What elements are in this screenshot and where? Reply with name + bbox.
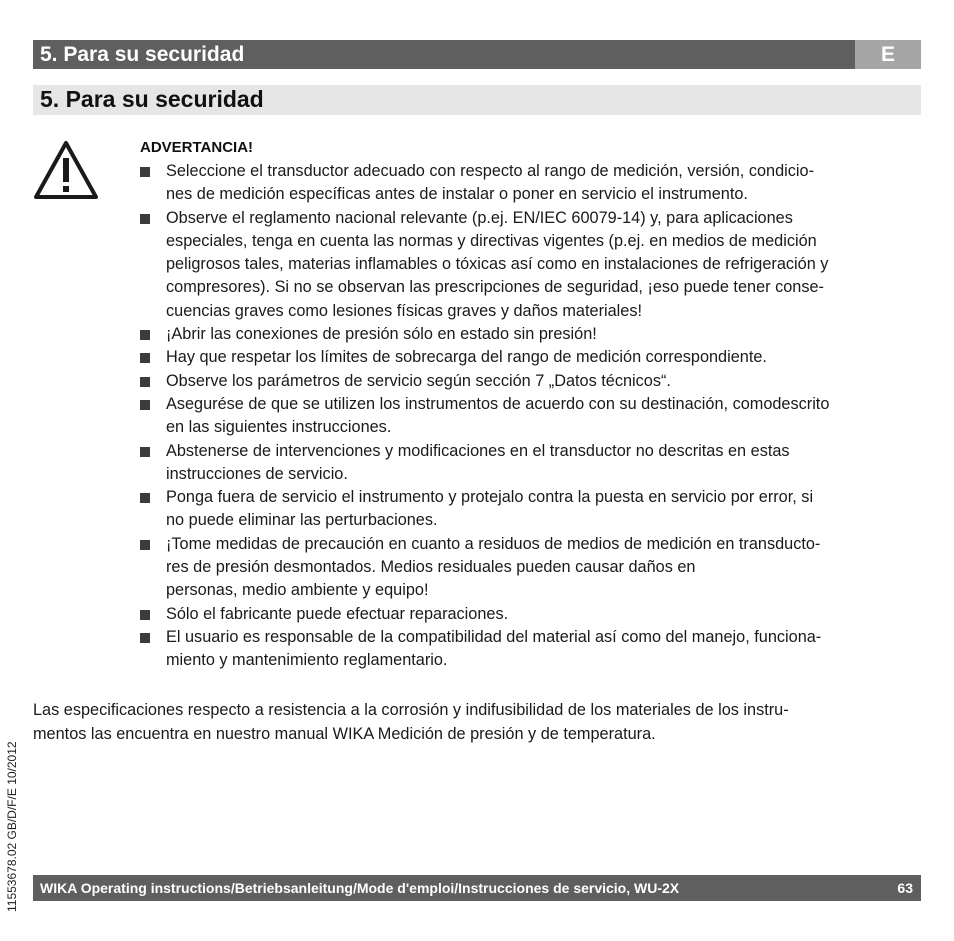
square-bullet-icon (140, 400, 150, 410)
text-line: especiales, tenga en cuenta las normas y directivas vigentes (p.ej. en medios de medición (166, 231, 817, 250)
warning-list-item (140, 160, 925, 207)
page-footer-bar (33, 875, 921, 901)
text-line: nes de medición específicas antes de instalar o poner en servicio el instrumento. (166, 185, 748, 204)
warning-list-item (140, 370, 925, 393)
square-bullet-icon (140, 447, 150, 457)
warning-list-item (140, 486, 925, 533)
text-line: Observe el reglamento nacional relevante (p.ej. EN/IEC 60079-14) y, para aplicaciones (166, 208, 793, 227)
warning-list-item (140, 626, 925, 673)
square-bullet-icon (140, 540, 150, 550)
warning-list-item (140, 323, 925, 346)
text-line: Asegurése de que se utilizen los instrumentos de acuerdo con su destinación, comodescrito (166, 394, 830, 413)
text-line: Sólo el fabricante puede efectuar reparaciones. (166, 604, 509, 623)
text-line: peligrosos tales, materias inflamables o tóxicas así como en instalaciones de refrigeración y (166, 255, 829, 274)
text-line: no puede eliminar las perturbaciones. (166, 511, 438, 530)
text-line: Ponga fuera de servicio el instrumento y protejalo contra la puesta en servicio por error, si (166, 488, 814, 507)
warning-item-text (166, 488, 813, 529)
warning-item-text (166, 348, 767, 366)
square-bullet-icon (140, 330, 150, 340)
text-line: instrucciones de servicio. (166, 464, 348, 483)
warning-item-text (166, 209, 828, 320)
warning-label: ADVERTANCIA! (140, 139, 254, 156)
square-bullet-icon (140, 377, 150, 387)
warning-item-text (166, 535, 820, 600)
materials-note (33, 698, 903, 746)
text-line: Observe los parámetros de servicio según sección 7 „Datos técnicos“. (166, 371, 671, 390)
warning-list-item (140, 603, 925, 626)
text-line: cuencias graves como lesiones físicas graves y daños materiales! (166, 301, 642, 320)
warning-list-item (140, 533, 925, 603)
section-title: 5. Para su securidad (40, 86, 264, 112)
warning-triangle-icon (33, 140, 99, 200)
warning-list (140, 160, 925, 673)
header-title: 5. Para su securidad (40, 43, 245, 66)
text-line: Las especificaciones respecto a resistencia a la corrosión y indifusibilidad de los materiales de los instru- (33, 701, 789, 719)
warning-item-text (166, 628, 821, 669)
warning-item-text (166, 162, 814, 203)
text-line: Abstenerse de intervenciones y modificaciones en el transductor no descritas en estas (166, 441, 790, 460)
text-line: ¡Abrir las conexiones de presión sólo en estado sin presión! (166, 325, 597, 344)
section-heading-bar (33, 85, 921, 115)
warning-list-item (140, 393, 925, 440)
warning-list-item (140, 207, 925, 323)
text-line: El usuario es responsable de la compatibilidad del material así como del manejo, funciona- (166, 627, 822, 646)
text-line: Hay que respetar los límites de sobrecarga del rango de medición correspondiente. (166, 348, 767, 367)
square-bullet-icon (140, 214, 150, 224)
footer-text: WIKA Operating instructions/Betriebsanleitung/Mode d'emploi/Instrucciones de servicio, WU-2X (40, 880, 680, 896)
page-header-bar (33, 40, 921, 69)
warning-item-text (166, 605, 508, 623)
page-number: 63 (897, 880, 913, 896)
warning-item-text (166, 372, 671, 390)
square-bullet-icon (140, 353, 150, 363)
warning-list-item (140, 346, 925, 369)
square-bullet-icon (140, 493, 150, 503)
warning-list-item (140, 440, 925, 487)
text-line: Seleccione el transductor adecuado con respecto al rango de medición, versión, condicio- (166, 162, 815, 180)
text-line: miento y mantenimiento reglamentario. (166, 651, 448, 670)
warning-item-text (166, 325, 597, 343)
square-bullet-icon (140, 610, 150, 620)
text-line: compresores). Si no se observan las prescripciones de seguridad, ¡eso puede tener conse- (166, 278, 824, 297)
warning-item-text (166, 442, 790, 483)
warning-item-text (166, 395, 829, 436)
document-code: 11553678.02 GB/D/F/E 10/2012 (5, 741, 19, 912)
language-tab: E (855, 40, 921, 69)
text-line: res de presión desmontados. Medios residuales pueden causar daños en (166, 558, 696, 577)
square-bullet-icon (140, 167, 150, 177)
square-bullet-icon (140, 633, 150, 643)
text-line: ¡Tome medidas de precaución en cuanto a residuos de medios de medición en transducto- (166, 534, 821, 553)
text-line: mentos las encuentra en nuestro manual WIKA Medición de presión y de temperatura. (33, 725, 656, 743)
text-line: en las siguientes instrucciones. (166, 418, 392, 437)
text-line: personas, medio ambiente y equipo! (166, 581, 429, 600)
